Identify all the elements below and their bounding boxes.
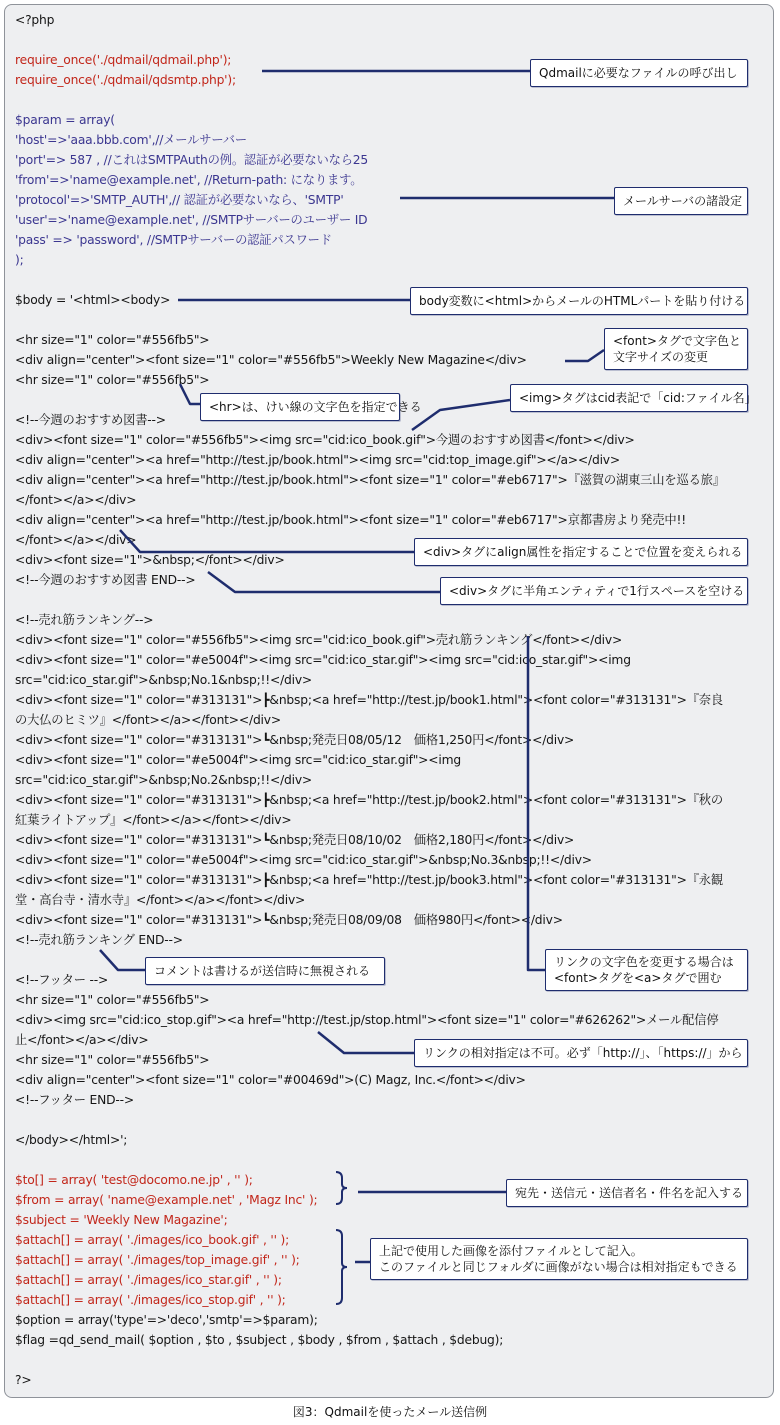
code-line: require_once('./qdmail/qdmail.php');: [15, 53, 232, 67]
callout-recipients: 宛先・送信元・送信者名・件名を記入する: [506, 1179, 748, 1207]
code-line: $from = array( 'name@example.net' , 'Magz Inc' );: [15, 1193, 318, 1207]
code-line: $attach[] = array( './images/top_image.gif' , '' );: [15, 1253, 300, 1267]
code-line: $attach[] = array( './images/ico_stop.gif' , '' );: [15, 1293, 286, 1307]
code-line: <!--売れ筋ランキング-->: [15, 613, 154, 627]
callout-div-align: <div>タグにalign属性を指定することで位置を変えられる: [414, 538, 748, 566]
code-line: <hr size="1" color="#556fb5">: [15, 993, 210, 1007]
code-line: <div align="center"><a href="http://test.jp/book.html"><font size="1" color="#eb6717">『滋賀の湖東三山を巡る旅』: [15, 473, 725, 487]
code-line: require_once('./qdmail/qdsmtp.php');: [15, 73, 236, 87]
code-line: <div><font size="1" color="#e5004f"><img src="cid:ico_star.gif">&nbsp;No.3&nbsp;!!</div>: [15, 853, 592, 867]
code-line: $param = array(: [15, 113, 115, 127]
code-line: 'host'=>'aaa.bbb.com',//メールサーバー: [15, 133, 247, 147]
code-line: <div><font size="1" color="#313131">┗&nbsp;発売日08/05/12 価格1,250円</font></div>: [15, 733, 575, 747]
code-line: $to[] = array( 'test@docomo.ne.jp' , '' );: [15, 1173, 253, 1187]
code-line: $subject = 'Weekly New Magazine';: [15, 1213, 228, 1227]
code-line: <div><font size="1" color="#e5004f"><img src="cid:ico_star.gif"><img: [15, 753, 461, 767]
callout-img-cid: <img>タグはcid表記で「cid:ファイル名」: [510, 384, 748, 412]
code-line: <div align="center"><a href="http://test.jp/book.html"><font size="1" color="#eb6717">京都書房より発売中!!: [15, 513, 686, 527]
code-line: の大仏のヒミツ』</font></a></font></div>: [15, 713, 281, 727]
code-line: <div><img src="cid:ico_stop.gif"><a href="http://test.jp/stop.html"><font size="1" color="#626262">メール配信停: [15, 1013, 719, 1027]
code-line: 'user'=>'name@example.net', //SMTPサーバーのユーザー ID: [15, 213, 368, 227]
callout-font-tag: <font>タグで文字色と 文字サイズの変更: [604, 328, 748, 370]
code-line: $attach[] = array( './images/ico_star.gif' , '' );: [15, 1273, 282, 1287]
code-line: );: [15, 253, 24, 267]
code-line: <div><font size="1" color="#313131">┗&nbsp;発売日08/09/08 価格980円</font></div>: [15, 913, 563, 927]
code-line: ?>: [15, 1373, 32, 1387]
code-line: <div><font size="1" color="#e5004f"><img src="cid:ico_star.gif"><img src="cid:ico_star.gif"><img: [15, 653, 631, 667]
callout-link-color: リンクの文字色を変更する場合は <font>タグを<a>タグで囲む: [545, 949, 748, 991]
callout-comment: コメントは書けるが送信時に無視される: [145, 957, 385, 985]
code-line: <div><font size="1" color="#313131">┣&nbsp;<a href="http://test.jp/book3.html"><font color="#313131">『永観: [15, 873, 724, 887]
code-line: <div><font size="1">&nbsp;</font></div>: [15, 553, 285, 567]
code-line: <hr size="1" color="#556fb5">: [15, 373, 210, 387]
code-line: <!--フッター END-->: [15, 1093, 134, 1107]
code-line: <div align="center"><font size="1" color="#00469d">(C) Magz, Inc.</font></div>: [15, 1073, 526, 1087]
callout-body-var: body変数に<html>からメールのHTMLパートを貼り付ける: [410, 287, 748, 315]
code-line: 'pass' => 'password', //SMTPサーバーの認証パスワード: [15, 233, 332, 247]
code-line: <!--今週のおすすめ図書-->: [15, 413, 166, 427]
code-line: </font></a></div>: [15, 533, 137, 547]
code-line: src="cid:ico_star.gif">&nbsp;No.2&nbsp;!!</div>: [15, 773, 313, 787]
code-line: 止</font></a></div>: [15, 1033, 149, 1047]
callout-attach: 上記で使用した画像を添付ファイルとして記入。 このファイルと同じフォルダに画像がない場合は相対指定もできる: [370, 1238, 748, 1280]
code-line: <!--フッター -->: [15, 973, 109, 987]
callout-hr-color: <hr>は、けい線の文字色を指定できる: [200, 393, 400, 421]
code-line: <!--今週のおすすめ図書 END-->: [15, 573, 196, 587]
code-line: </body></html>';: [15, 1133, 128, 1147]
code-line: <div><font size="1" color="#556fb5"><img src="cid:ico_book.gif">今週のおすすめ図書</font></div>: [15, 433, 635, 447]
code-line: <?php: [15, 13, 55, 27]
code-line: <hr size="1" color="#556fb5">: [15, 1053, 210, 1067]
code-line: 堂・高台寺・清水寺』</font></a></font></div>: [15, 893, 306, 907]
callout-mail-server: メールサーバの諸設定: [614, 187, 748, 215]
code-line: $option = array('type'=>'deco','smtp'=>$param);: [15, 1313, 318, 1327]
code-line: $body = '<html><body>: [15, 293, 171, 307]
code-line: <!--売れ筋ランキング END-->: [15, 933, 183, 947]
code-line: <hr size="1" color="#556fb5">: [15, 333, 210, 347]
figure-caption: 図3：Qdmailを使ったメール送信例: [292, 1405, 488, 1419]
code-line: $flag =qd_send_mail( $option , $to , $subject , $body , $from , $attach , $debug);: [15, 1333, 504, 1347]
code-line: src="cid:ico_star.gif">&nbsp;No.1&nbsp;!!</div>: [15, 673, 313, 687]
code-line: 'port'=> 587 , //これはSMTPAuthの例。認証が必要ないなら25: [15, 153, 369, 167]
code-line: </font></a></div>: [15, 493, 137, 507]
code-line: <div><font size="1" color="#313131">┣&nbsp;<a href="http://test.jp/book1.html"><font color="#313131">『奈良: [15, 693, 724, 707]
callout-relative-link: リンクの相対指定は不可。必ず「http://」、「https://」から: [414, 1039, 748, 1067]
callout-div-nbsp: <div>タグに半角エンティティで1行スペースを空ける: [440, 577, 748, 605]
code-line: <div><font size="1" color="#313131">┣&nbsp;<a href="http://test.jp/book2.html"><font color="#313131">『秋の: [15, 793, 724, 807]
code-line: <div align="center"><a href="http://test.jp/book.html"><img src="cid:top_image.gif"></a></div>: [15, 453, 620, 467]
code-line: <div><font size="1" color="#313131">┗&nbsp;発売日08/10/02 価格2,180円</font></div>: [15, 833, 575, 847]
code-line: 'protocol'=>'SMTP_AUTH',// 認証が必要ないなら、'SMTP': [15, 193, 344, 207]
code-line: 'from'=>'name@example.net', //Return-path: になります。: [15, 173, 363, 187]
code-line: 紅葉ライトアップ』</font></a></font></div>: [15, 813, 292, 827]
code-line: $attach[] = array( './images/ico_book.gif' , '' );: [15, 1233, 290, 1247]
code-line: <div align="center"><font size="1" color="#556fb5">Weekly New Magazine</div>: [15, 353, 527, 367]
callout-qdmail-files: Qdmailに必要なファイルの呼び出し: [530, 59, 748, 87]
code-line: <div><font size="1" color="#556fb5"><img src="cid:ico_book.gif">売れ筋ランキング</font></div>: [15, 633, 623, 647]
